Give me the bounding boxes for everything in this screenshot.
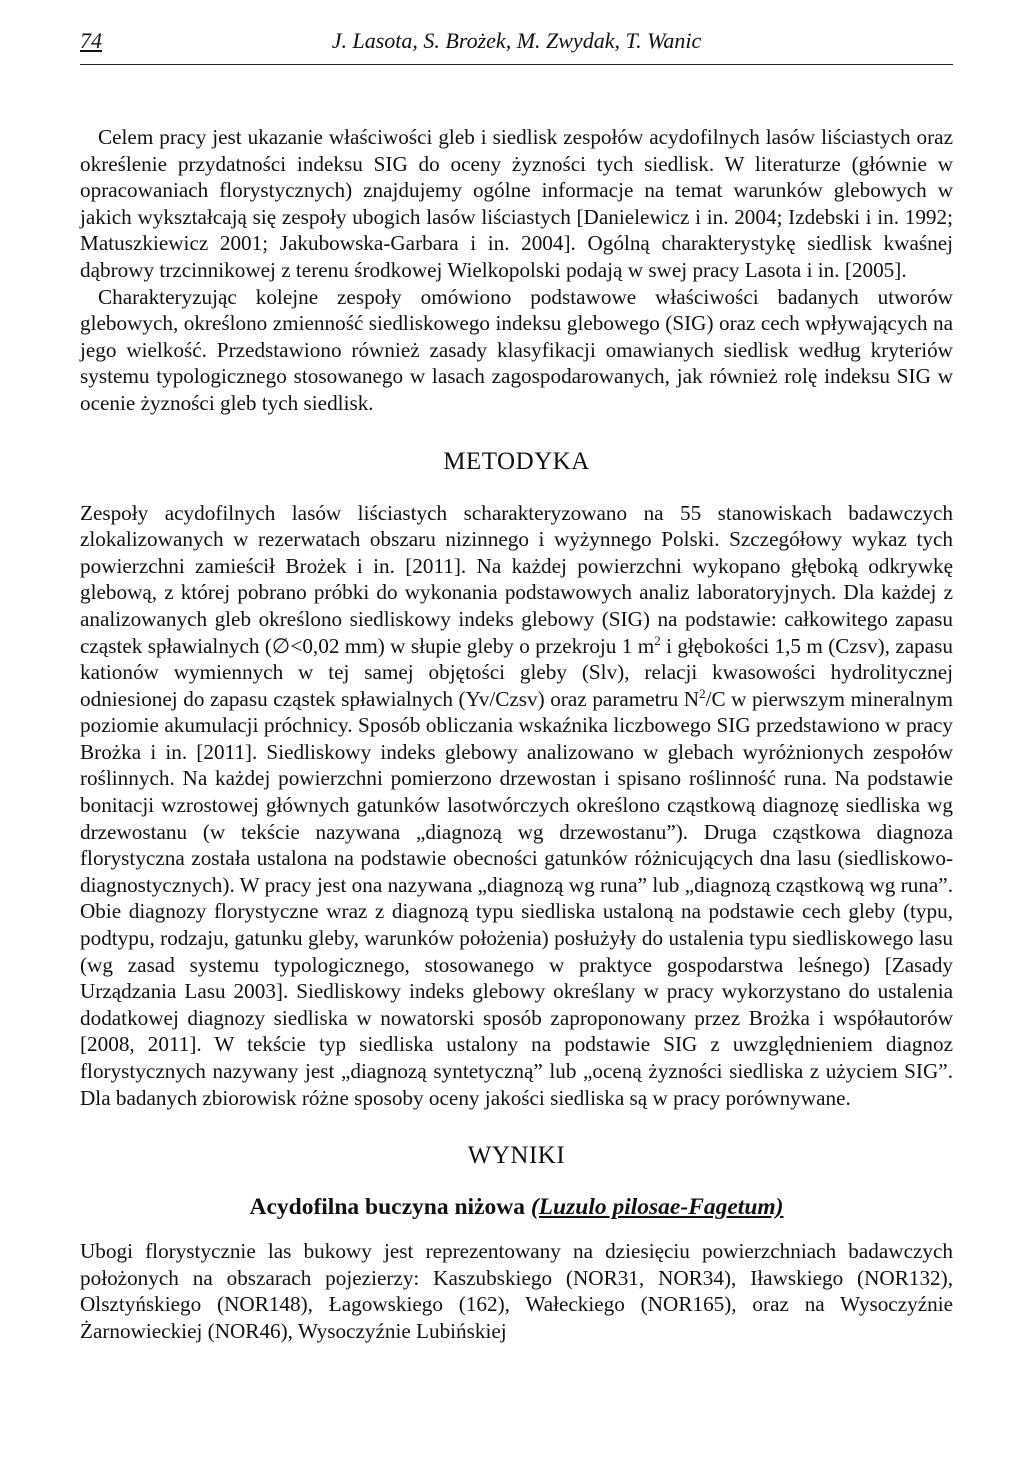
- page-number: 74: [80, 28, 102, 53]
- running-head: [80, 28, 953, 65]
- section-heading-metodyka: METODYKA: [443, 447, 590, 475]
- page: [80, 28, 953, 1345]
- superscript-2: 2: [699, 685, 706, 701]
- running-head-authors: J. Lasota, S. Brożek, M. Zwydak, T. Wanic: [331, 28, 702, 53]
- subsection-heading: [80, 1194, 953, 1221]
- methods-text-part-2: i głębokości 1,5 m (Czsv), zapasu kationów wymiennych w tej samej objętości gleby (Slv), relacji kwasowości hydrolitycznej odniesionej do zapasu cząstek spławialnych (Yv/Czsv) oraz parametru N: [80, 633, 953, 711]
- intro-paragraph-2: Charakteryzując kolejne zespoły omówiono podstawowe właściwości badanych utworów glebowych, określono zmienność siedliskowego indeksu glebowego (SIG) oraz cech wpływających na jego wielkość. Przedstawiono również zasady klasyfikacji omawianych siedlisk według kryteriów systemu typologicznego stosowanego w lasach zagospodarowanych, jak również rolę indeksu SIG w ocenie żyzności gleb tych siedlisk.: [80, 284, 953, 415]
- section-heading-wyniki: WYNIKI: [467, 1142, 566, 1170]
- methods-text-part-3: /C w pierwszym mineralnym poziomie akumulacji próchnicy. Sposób obliczania wskaźnika liczbowego SIG przedstawiono w pracy Brożka i in. [2011]. Siedliskowy indeks glebowy analizowano w glebach wyróżnionych zespołów roślinnych. Na każdej powierzchni pomierzono drzewostan i spisano roślinność runa. Na podstawie bonitacji wzrostowej głównych gatunków lasotwórczych określono cząstkową diagnozę siedliska wg drzewostanu (w tekście nazywana „diagnozą wg drzewostanu”). Druga cząstkowa diagnoza florystyczna została ustalona na podstawie obecności gatunków różnicujących dna lasu (siedliskowo-diagnostycznych). W pracy jest ona nazywana „diagnozą wg runa” lub „diagnozą cząstkową wg runa”. Obie diagnozy florystyczne wraz z diagnozą typu siedliska ustaloną na podstawie cech gleby (typu, podtypu, rodzaju, gatunku gleby, warunków położenia) posłużyły do ustalenia typu siedliskowego lasu (wg zasad systemu typologicznego, stosowanego w praktyce gospodarstwa leśnego) [Zasady Urządzania Lasu 2003]. Siedliskowy indeks glebowy określany w pracy wykorzystano do ustalenia dodatkowej diagnozy siedliska w nowatorski sposób zaproponowany przez Brożka i współautorów [2008, 2011]. W tekście typ siedliska ustalony na podstawie SIG z uwzględnieniem diagnoz florystycznych nazywany jest „diagnozą syntetyczną” lub „oceną żyzności siedliska z użyciem SIG”. Dla badanych zbiorowisk różne sposoby oceny jakości siedliska są w pracy porównywane.: [80, 686, 953, 1110]
- intro-paragraph-1: Celem pracy jest ukazanie właściwości gleb i siedlisk zespołów acydofilnych lasów liściastych oraz określenie przydatności indeksu SIG do oceny żyzności tych siedlisk. W literaturze (głównie w opracowaniach florystycznych) znajdujemy ogólne informacje na temat warunków glebowych w jakich wykształcają się zespoły ubogich lasów liściastych [Danielewicz i in. 2004; Izdebski i in. 1992; Matuszkiewicz 2001; Jakubowska-Garbara i in. 2004]. Ogólną charakterystykę siedlisk kwaśnej dąbrowy trzcinnikowej z terenu środkowej Wielkopolski podają w swej pracy Lasota i in. [2005].: [80, 125, 953, 282]
- methods-paragraph: [80, 500, 953, 1112]
- results-paragraph: Ubogi florystycznie las bukowy jest reprezentowany na dziesięciu powierzchniach badawczych położonych na obszarach pojezierzy: Kaszubskiego (NOR31, NOR34), Iławskiego (NOR132), Olsztyńskiego (NOR148), Łagowskiego (162), Wałeckiego (NOR165), oraz na Wysoczyźnie Żarnowieckiej (NOR46), Wysoczyźnie Lubińskiej: [80, 1239, 953, 1343]
- superscript-2: 2: [654, 632, 661, 648]
- subsection-heading-latin: (Luzulo pilosae-Fagetum): [530, 1194, 784, 1221]
- subsection-heading-text: Acydofilna buczyna niżowa: [249, 1194, 531, 1221]
- methods-text-part-1: Zespoły acydofilnych lasów liściastych scharakteryzowano na 55 stanowiskach badawczych zlokalizowanych w rezerwatach obszaru nizinnego i wyżynnego Polski. Szczegółowy wykaz tych powierzchni zamieścił Brożek i in. [2011]. Na każdej powierzchni wykopano głęboką odkrywkę glebową, z której pobrano próbki do wykonania podstawowych analiz laboratoryjnych. Dla każdej z analizowanych gleb określono siedliskowy indeks glebowy (SIG) na podstawie: całkowitego zapasu cząstek spławialnych (∅<0,02 mm) w słupie gleby o przekroju 1 m: [80, 500, 953, 658]
